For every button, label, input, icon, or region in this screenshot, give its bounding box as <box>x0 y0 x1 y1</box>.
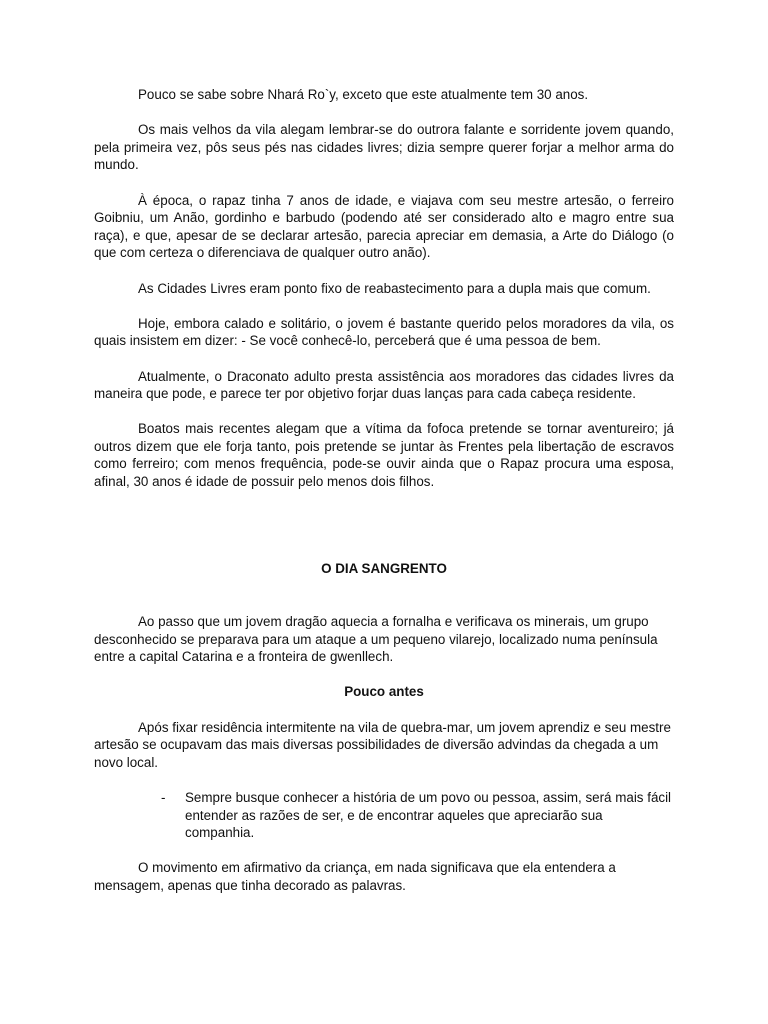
document-page <box>94 86 674 912</box>
section-spacer <box>94 508 674 560</box>
title-spacer-2 <box>94 595 674 613</box>
subtitle-spacer <box>94 701 674 719</box>
paragraph-intro-6: Atualmente, o Draconato adulto presta assistência aos moradores das cidades livres da maneira que pode, e parece ter por objetivo forjar duas lanças para cada cabeça residente. <box>94 368 674 402</box>
section-paragraph: Ao passo que um jovem dragão aquecia a fornalha e verificava os minerais, um grupo desconhecido se preparava para um ataque a um pequeno vilarejo, localizado numa península entre a capital Catarina e a fronteira de gwenllech. <box>94 614 658 665</box>
paragraph-intro-7: Boatos mais recentes alegam que a vítima da fofoca pretende se tornar aventureiro; já outros dizem que ele forja tanto, pois pretende se juntar às Frentes pela libertação de escravos como ferreiro; com menos frequência, pode-se ouvir ainda que o Rapaz procura uma esposa, afinal, 30 anos é idade de possuir pelo menos dois filhos. <box>94 421 674 490</box>
advice-list <box>94 789 674 842</box>
paragraph-intro-1: Pouco se sabe sobre Nhará Ro`y, exceto que este atualmente tem 30 anos. <box>138 87 589 102</box>
list-dash: - <box>161 789 166 805</box>
paragraph-intro-5: Hoje, embora calado e solitário, o jovem é bastante querido pelos moradores da vila, os quais insistem em dizer: - Se você conhecê-lo, perceberá que é uma pessoa de bem. <box>94 315 674 349</box>
title-spacer <box>94 578 674 596</box>
subsection-paragraph: Após fixar residência intermitente na vila de quebra-mar, um jovem aprendiz e seu mestre artesão se ocupavam das mais diversas possibilidades de diversão advindas da chegada a um novo local. <box>94 719 671 770</box>
paragraph-intro-3: À época, o rapaz tinha 7 anos de idade, e viajava com seu mestre artesão, o ferreiro Goibniu, um Anão, gordinho e barbudo (podendo até ser considerado alto e magro entre sua raça), e que, apesar de se declarar artesão, parecia apreciar em demasia, a Arte do Diálogo (o que com certeza o diferenciava de qualquer outro anão). <box>94 192 674 261</box>
paragraph-intro-2: Os mais velhos da vila alegam lembrar-se do outrora falante e sorridente jovem quando, pela primeira vez, pôs seus pés nas cidades livres; dizia sempre querer forjar a melhor arma do mundo. <box>94 122 674 173</box>
paragraph-intro-4: As Cidades Livres eram ponto fixo de reabastecimento para a dupla mais que comum. <box>138 280 651 296</box>
section-title: O DIA SANGRENTO <box>321 561 447 577</box>
closing-paragraph: O movimento em afirmativo da criança, em nada significava que ela entendera a mensagem, apenas que tinha decorado as palavras. <box>94 860 616 893</box>
subsection-title: Pouco antes <box>344 684 424 700</box>
list-item-text: Sempre busque conhecer a história de um povo ou pessoa, assim, será mais fácil entender as razões de ser, e de encontrar aqueles que apreciarão sua companhia. <box>185 789 672 841</box>
list-item <box>94 789 674 842</box>
